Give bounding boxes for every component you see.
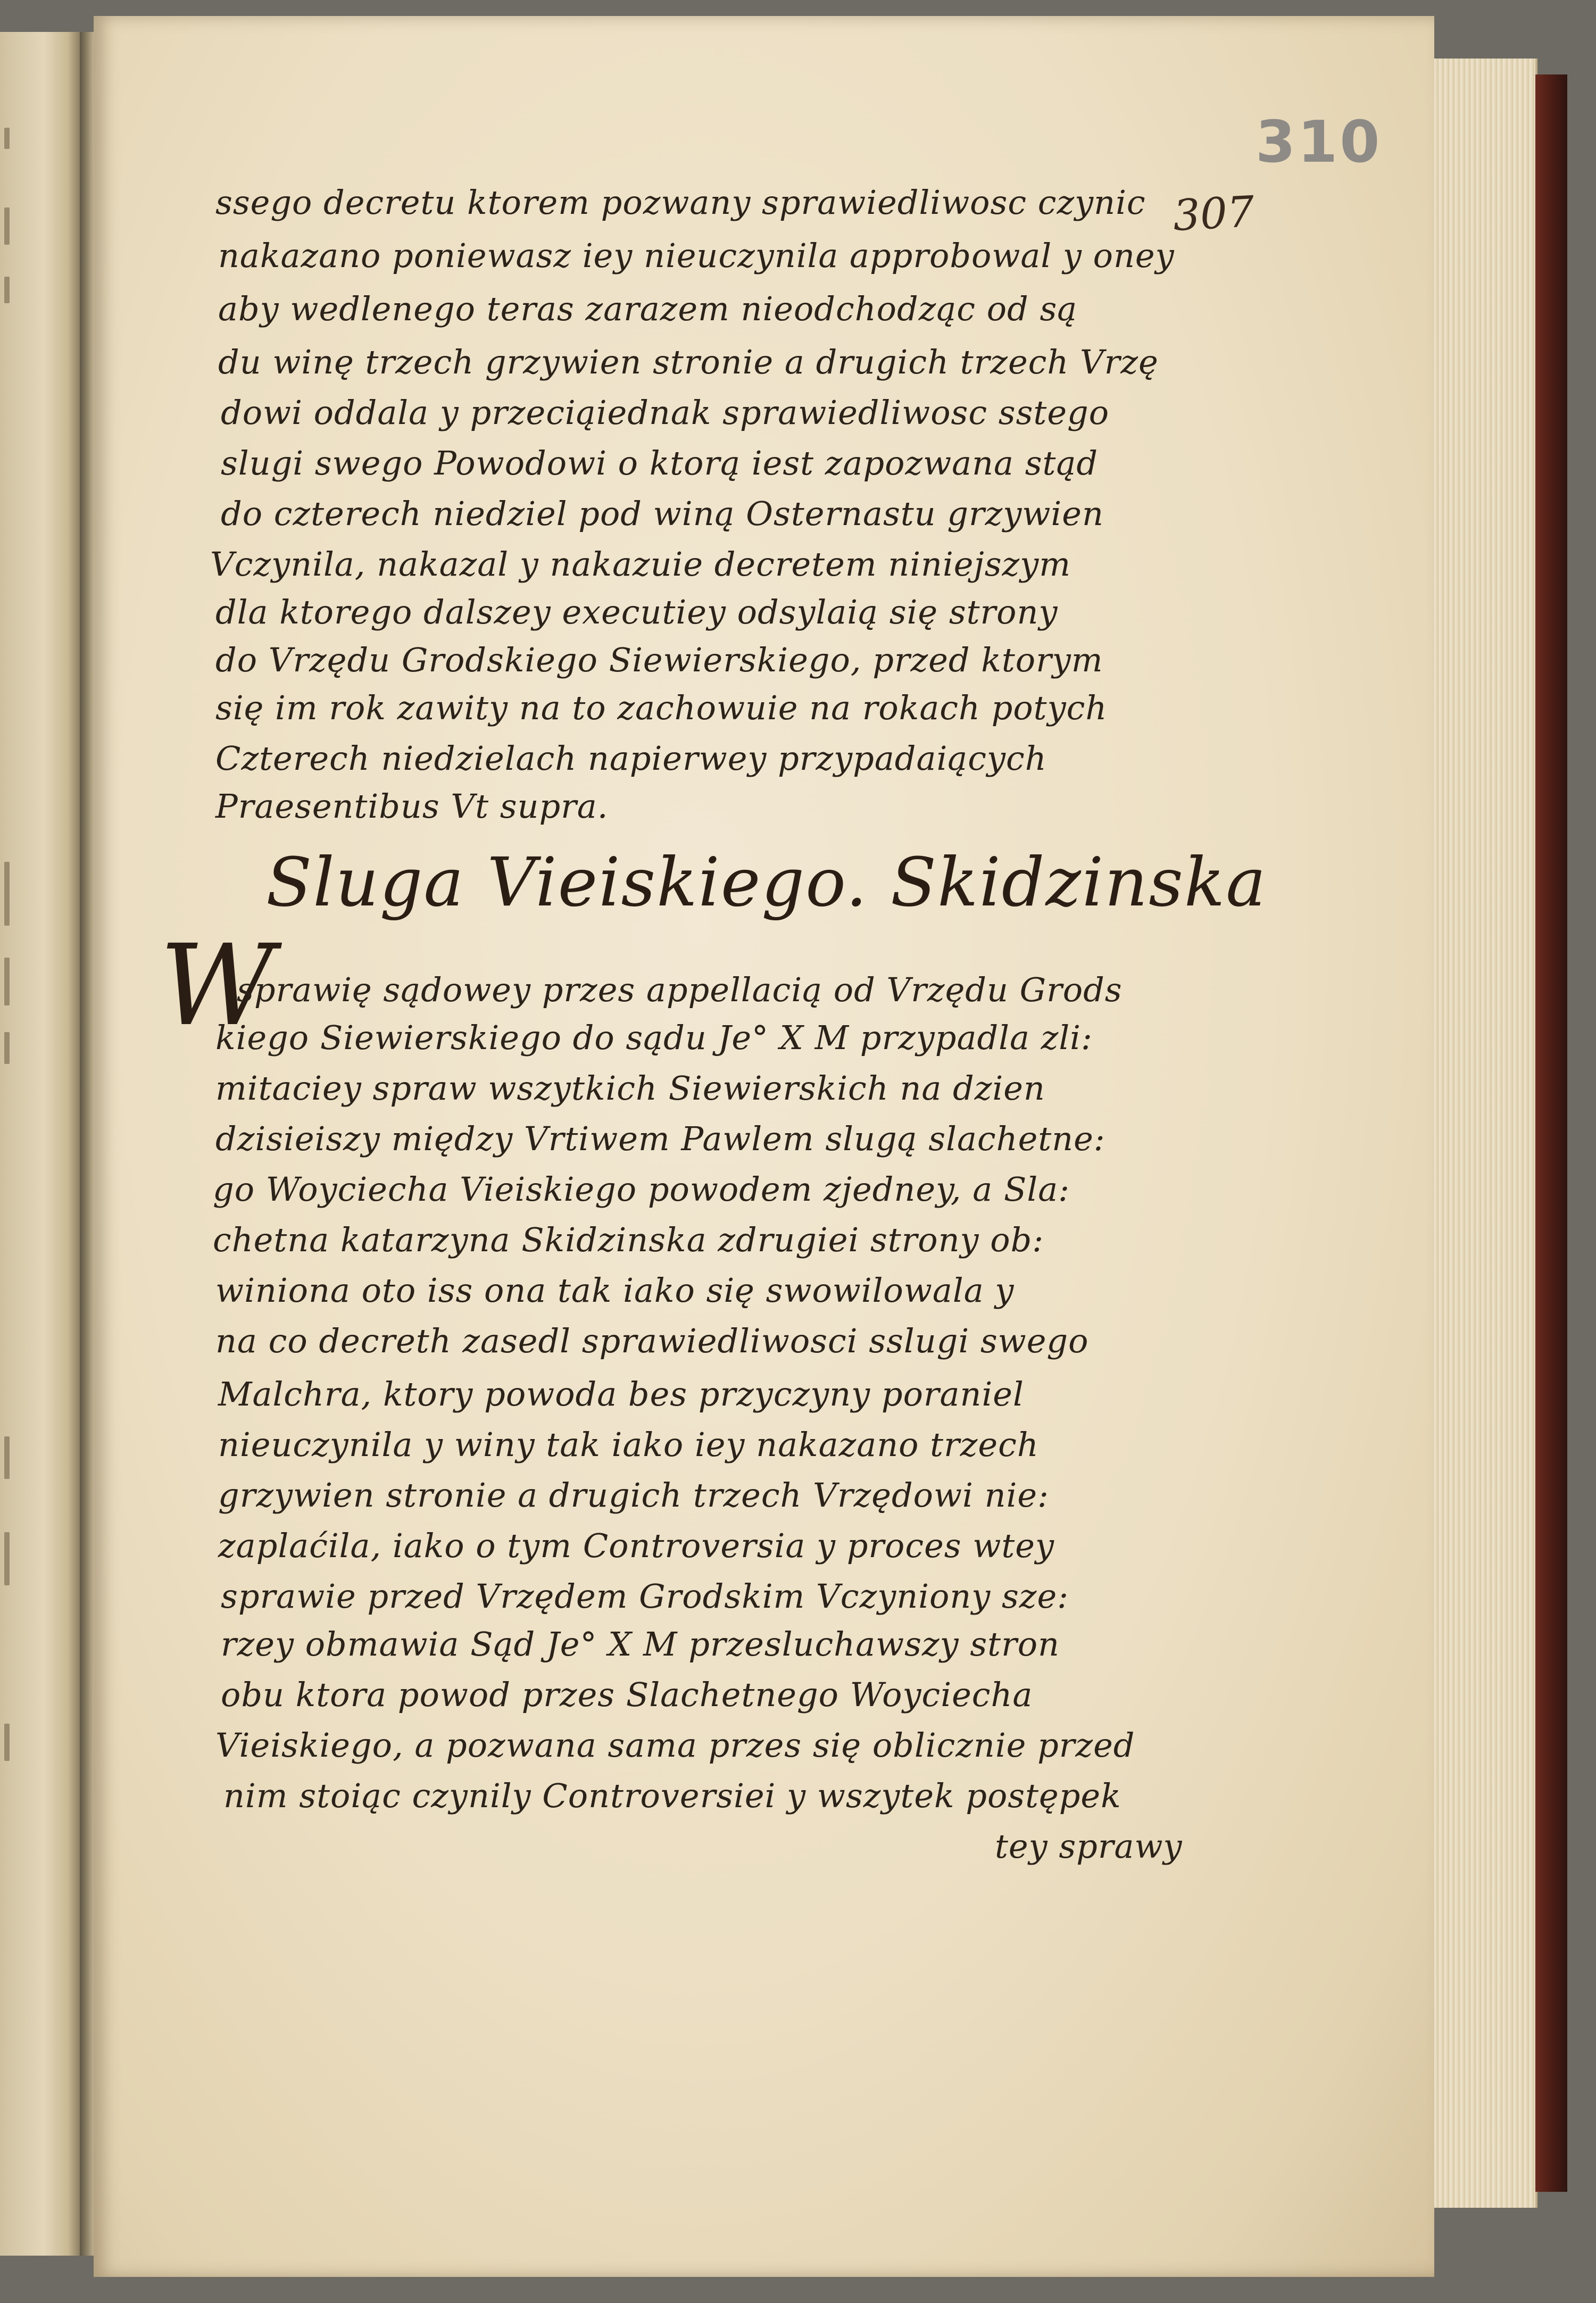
text-line: dowi oddala y przeciąiednak sprawiedliwosc sstego <box>221 393 1110 432</box>
text-line: dzisieiszy między Vrtiwem Pawlem slugą slachetne: <box>215 1119 1105 1158</box>
decorated-initial: W <box>160 920 275 1051</box>
text-line: Malchra, ktory powoda bes przyczyny poraniel <box>218 1375 1024 1414</box>
text-line: się im rok zawity na to zachowuie na rokach potych <box>215 688 1108 727</box>
text-line: nim stoiąc czynily Controversiei y wszytek postępek <box>223 1776 1121 1815</box>
text-line: nieuczynila y winy tak iako iey nakazano trzech <box>218 1425 1039 1464</box>
text-line: Praesentibus Vt supra. <box>215 787 609 826</box>
catchword: tey sprawy <box>995 1827 1183 1866</box>
text-line: go Woyciecha Vieiskiego powodem zjedney, a Sla: <box>213 1170 1070 1209</box>
text-line: grzywien stronie a drugich trzech Vrzędowi nie: <box>218 1476 1049 1515</box>
text-line: zaplaćila, iako o tym Controversia y proces wtey <box>218 1526 1055 1565</box>
text-line: rzey obmawia Sąd Je° X M przesluchawszy stron <box>221 1625 1060 1664</box>
text-line: chetna katarzyna Skidzinska zdrugiei strony ob: <box>213 1220 1044 1259</box>
book-cover <box>1535 74 1567 2192</box>
page-edges <box>1434 59 1537 2208</box>
text-line: do czterech niedziel pod winą Osternastu grzywien <box>221 494 1104 533</box>
text-line: mitaciey spraw wszytkich Siewierskich na dzien <box>215 1069 1045 1108</box>
text-line: kiego Siewierskiego do sądu Je° X M przypadla zli: <box>215 1018 1093 1057</box>
text-line: Vczynila, nakazal y nakazuie decretem niniejszym <box>210 545 1071 584</box>
text-line: ssego decretu ktorem pozwany sprawiedliwosc czynic <box>215 183 1146 222</box>
text-line: dla ktorego dalszey executiey odsylaią się strony <box>215 593 1058 631</box>
text-line: du winę trzech grzywien stronie a drugich trzech Vrzę <box>218 343 1159 381</box>
folio-number-ink: 307 <box>1171 187 1256 240</box>
text-line: do Vrzędu Grodskiego Siewierskiego, przed ktorym <box>215 641 1103 679</box>
text-line: na co decreth zasedl sprawiedliwosci sslugi swego <box>215 1321 1089 1360</box>
entry-heading: Sluga Vieiskiego. Skidzinska <box>266 843 1267 921</box>
folio-number-pencil: 310 <box>1256 109 1382 176</box>
text-line: sprawie przed Vrzędem Grodskim Vczyniony sze: <box>221 1577 1069 1616</box>
text-line: Vieiskiego, a pozwana sama przes się oblicznie przed <box>215 1726 1135 1765</box>
text-line: aby wedlenego teras zarazem nieodchodząc od są <box>218 289 1078 328</box>
book-gutter <box>80 32 94 2256</box>
text-line: winiona oto iss ona tak iako się swowilowala y <box>215 1271 1015 1310</box>
text-line: nakazano poniewasz iey nieuczynila approbowal y oney <box>218 236 1175 275</box>
left-page-edge <box>0 32 80 2256</box>
text-line: Czterech niedzielach napierwey przypadaiących <box>215 739 1047 778</box>
text-line: slugi swego Powodowi o ktorą iest zapozwana stąd <box>221 444 1099 483</box>
text-line: sprawię sądowey przes appellacią od Vrzędu Grods <box>237 970 1123 1009</box>
text-line: obu ktora powod przes Slachetnego Woyciecha <box>221 1675 1033 1714</box>
